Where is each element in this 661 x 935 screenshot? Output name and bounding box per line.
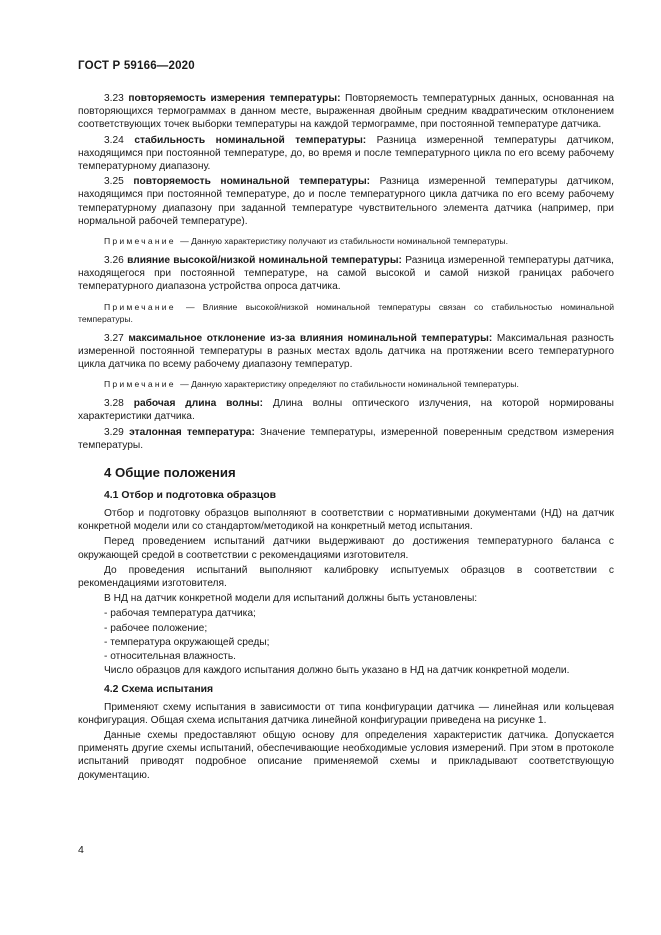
term-paragraph — [78, 397, 614, 423]
term-number: 3.25 — [104, 176, 124, 188]
term-note — [78, 378, 614, 390]
term-number: 3.24 — [104, 134, 124, 146]
list-item: - температура окружающей среды; — [104, 636, 270, 648]
term-paragraph — [78, 332, 614, 372]
term-definition: Повторяемость температурных данных, основанная на повторяющихся термограммах в данном месте, выраженная двойным средним квадратическим отклонением соответствующих точек выборки температуры на каждой термограмме, при постоянной температуре датчика. — [78, 93, 614, 131]
body-paragraph: В НД на датчик конкретной модели для испытаний должны быть установлены: — [104, 593, 478, 605]
note-label: Примечание — [104, 301, 176, 312]
term-name: стабильность номинальной температуры: — [134, 134, 367, 146]
term-paragraph — [78, 175, 614, 228]
subsection-heading: 4.2 Схема испытания — [104, 683, 214, 695]
body-paragraph: Перед проведением испытаний датчики выдерживают до достижения температурного баланса с окружающей средой в соответствии с рекомендациями изготовителя. — [78, 536, 614, 561]
page-number: 4 — [78, 844, 84, 856]
body-paragraph: Применяют схему испытания в зависимости от типа конфигурации датчика — линейная или кольцевая конфигурация. Общая схема испытания датчика линейной конфигурации приведена на рисунке 1. — [78, 701, 614, 726]
term-number: 3.29 — [104, 426, 124, 438]
subsection-heading: 4.1 Отбор и подготовка образцов — [104, 490, 276, 502]
term-definition: Разница измеренной температуры датчика, находящегося при постоянной температуре, на самой высокой и самой низкой границах рабочего температурного диапазона устройства опроса датчика. — [78, 255, 614, 293]
note-text: — Данную характеристику получают из стабильности номинальной температуры. — [180, 236, 508, 247]
document-header: ГОСТ Р 59166—2020 — [78, 60, 195, 72]
term-definition: Значение температуры, измеренной поверенным средством измерения температуры. — [78, 426, 614, 451]
term-definition: Максимальная разность измеренной постоянной температуры в разных местах вдоль датчика на протяжении всего температурного цикла датчика по всему рабочему диапазону температур. — [78, 332, 614, 371]
section-heading: 4 Общие положения — [104, 465, 236, 481]
term-name: повторяемость номинальной температуры: — [133, 176, 371, 188]
term-definition: Разница измеренной температуры датчиком, находящимся при постоянной температуре, до, во время и после температурного цикла по его всему рабочему температурному диапазону. — [78, 134, 614, 173]
term-number: 3.28 — [104, 398, 124, 410]
list-item: - относительная влажность. — [104, 651, 236, 663]
term-paragraph — [78, 426, 614, 452]
term-note — [78, 301, 614, 325]
body-paragraph: До проведения испытаний выполняют калибровку испытуемых образцов в соответствии с рекомендациями изготовителя. — [78, 564, 614, 590]
term-paragraph — [78, 92, 614, 132]
term-number: 3.26 — [104, 255, 124, 267]
term-name: влияние высокой/низкой номинальной температуры: — [127, 255, 402, 267]
term-number: 3.23 — [104, 93, 124, 104]
list-item: - рабочее положение; — [104, 622, 208, 634]
term-name: максимальное отклонение из-за влияния номинальной температуры: — [128, 332, 493, 344]
note-label: Примечание — [104, 379, 176, 390]
term-definition: Разница измеренной температуры датчиком, находящимся при постоянной температуре, до и после температурного цикла датчика по его всему рабочему температурному диапазону при заданной температуре чувствительного элемента датчика (например, при нормальной рабочей температуре). — [78, 176, 614, 227]
body-paragraph: Данные схемы предоставляют общую основу для определения характеристик датчика. Допускается применять другие схемы испытаний, обеспечивающие необходимые условия измерений. При этом в протоколе испытаний приводят подробное описание применяемой схемы и прикладывают соответствующую документацию. — [78, 729, 614, 781]
term-number: 3.27 — [104, 332, 124, 344]
note-label: Примечание — [104, 236, 176, 247]
term-name: повторяемость измерения температуры: — [128, 93, 341, 104]
term-paragraph — [78, 254, 614, 294]
body-paragraph: Число образцов для каждого испытания должно быть указано в НД на датчик конкретной модели. — [104, 665, 570, 677]
document-body — [78, 92, 614, 784]
note-text: — Влияние высокой/низкой номинальной температуры связан со стабильностью номинальной температуры. — [78, 301, 614, 324]
term-note — [78, 235, 614, 247]
list-item: - рабочая температура датчика; — [104, 608, 256, 620]
term-name: рабочая длина волны: — [133, 398, 263, 410]
term-paragraph — [78, 134, 614, 174]
body-paragraph: Отбор и подготовку образцов выполняют в соответствии с нормативными документами (НД) на датчик конкретной модели или со стандартом/методикой на конкретный метод испытания. — [78, 508, 614, 533]
term-name: эталонная температура: — [129, 426, 255, 438]
note-text: — Данную характеристику определяют по стабильности номинальной температуры. — [180, 379, 519, 390]
term-definition: Длина волны оптического излучения, на которой нормированы характеристики датчика. — [78, 398, 614, 423]
